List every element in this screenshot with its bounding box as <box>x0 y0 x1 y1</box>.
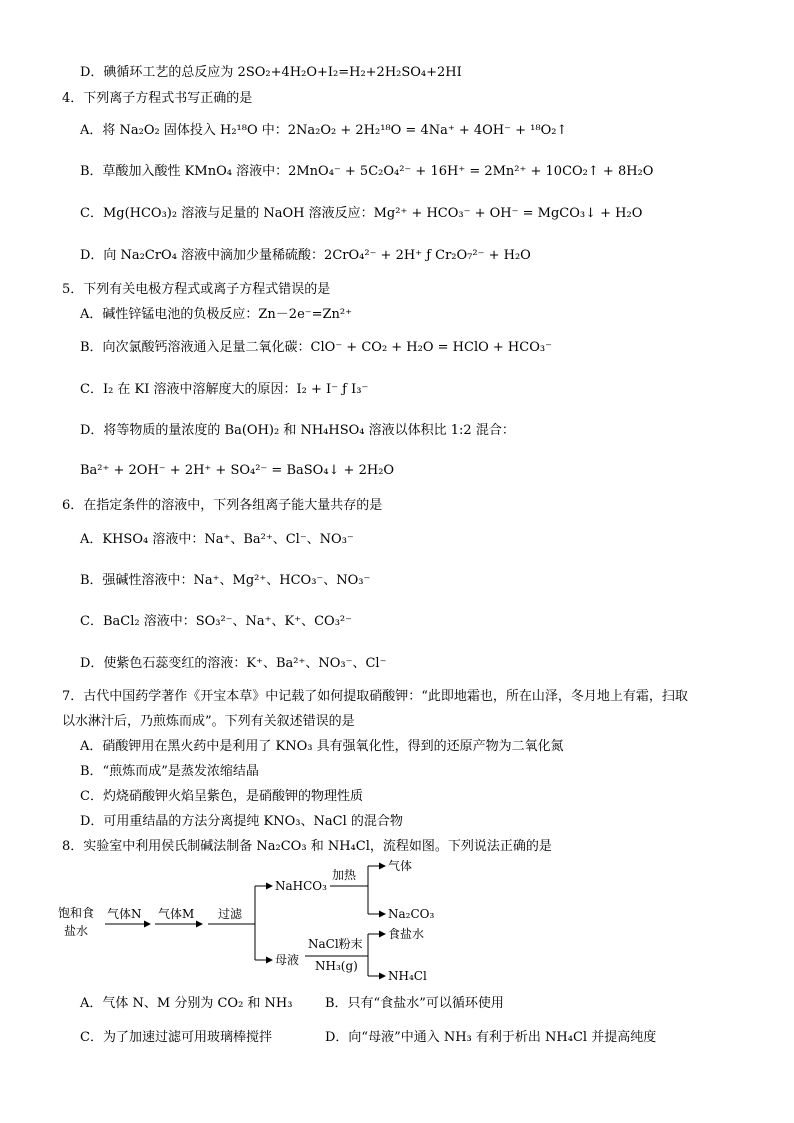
q8-stem: 8．实验室中利用侯氏制碱法制备 Na₂CO₃ 和 NH₄Cl，流程如图。下列说法正确的是 <box>62 839 552 854</box>
q5-option-b: B．向次氯酸钙溶液通入足量二氧化碳：ClO⁻ + CO₂ + H₂O = HClO + HCO₃⁻ <box>80 340 552 355</box>
diag-gas-n: 气体N <box>107 907 142 921</box>
diag-na2co3: Na₂CO₃ <box>388 907 435 921</box>
diag-mother-liquor: 母液 <box>275 953 300 967</box>
diag-nh3: NH₃(g) <box>315 959 358 973</box>
q6-option-a: A．KHSO₄ 溶液中：Na⁺、Ba²⁺、Cl⁻、NO₃⁻ <box>80 532 354 547</box>
diag-gas: 气体 <box>388 859 413 873</box>
diag-nh4cl: NH₄Cl <box>388 969 427 983</box>
q6-option-b: B．强碱性溶液中：Na⁺、Mg²⁺、HCO₃⁻、NO₃⁻ <box>80 573 371 588</box>
q7-stem-line2: 以水淋汁后，乃煎炼而成”。下列有关叙述错误的是 <box>62 714 355 729</box>
q4-option-c: C．Mg(HCO₃)₂ 溶液与足量的 NaOH 溶液反应：Mg²⁺ + HCO₃⁻ + OH⁻ = MgCO₃↓ + H₂O <box>80 206 643 221</box>
diag-nahco3: NaHCO₃ <box>275 879 327 893</box>
q6-option-d: D．使紫色石蕊变红的溶液：K⁺、Ba²⁺、NO₃⁻、Cl⁻ <box>80 656 387 671</box>
q7-stem-line1: 7．古代中国药学著作《开宝本草》中记载了如何提取硝酸钾：“此即地霜也，所在山泽，冬月地上有霜，扫取 <box>62 689 688 704</box>
diag-heat: 加热 <box>332 868 357 882</box>
q6-stem: 6．在指定条件的溶液中，下列各组离子能大量共存的是 <box>62 498 383 513</box>
q3-option-d: D．碘循环工艺的总反应为 2SO₂+4H₂O+I₂=H₂+2H₂SO₄+2HI <box>80 65 462 80</box>
q8-option-b: B．只有“食盐水”可以循环使用 <box>325 996 504 1011</box>
q4-option-a: A．将 Na₂O₂ 固体投入 H₂¹⁸O 中：2Na₂O₂ + 2H₂¹⁸O = 4Na⁺ + 4OH⁻ + ¹⁸O₂↑ <box>80 123 568 138</box>
q5-option-d-equation: Ba²⁺ + 2OH⁻ + 2H⁺ + SO₄²⁻ = BaSO₄↓ + 2H₂O <box>80 463 395 478</box>
q4-option-d: D．向 Na₂CrO₄ 溶液中滴加少量稀硫酸：2CrO₄²⁻ + 2H⁺ ƒ Cr₂O₇²⁻ + H₂O <box>80 248 531 263</box>
diag-brine: 食盐水 <box>388 927 425 941</box>
q8-option-d: D．向“母液”中通入 NH₃ 有利于析出 NH₄Cl 并提高纯度 <box>325 1030 657 1045</box>
q5-option-d: D．将等物质的量浓度的 Ba(OH)₂ 和 NH₄HSO₄ 溶液以体积比 1:2 混合： <box>80 423 515 438</box>
diag-nacl-powder: NaCl粉末 <box>308 937 363 951</box>
diag-filter: 过滤 <box>218 907 243 921</box>
q4-stem: 4．下列离子方程式书写正确的是 <box>62 91 253 106</box>
q8-option-c: C．为了加速过滤可用玻璃棒搅拌 <box>80 1030 272 1045</box>
q4-option-b: B．草酸加入酸性 KMnO₄ 溶液中：2MnO₄⁻ + 5C₂O₄²⁻ + 16H⁺ = 2Mn²⁺ + 10CO₂↑ + 8H₂O <box>80 164 654 179</box>
diag-start-line1: 饱和食 <box>58 906 95 920</box>
q7-option-b: B．“煎炼而成”是蒸发浓缩结晶 <box>80 764 259 779</box>
diag-start-line2: 盐水 <box>64 924 89 938</box>
q5-option-a: A．碱性锌锰电池的负极反应：Zn－2e⁻=Zn²⁺ <box>80 307 352 322</box>
q6-option-c: C．BaCl₂ 溶液中：SO₃²⁻、Na⁺、K⁺、CO₃²⁻ <box>80 614 352 629</box>
q5-option-c: C．I₂ 在 KI 溶液中溶解度大的原因：I₂ + I⁻ ƒ I₃⁻ <box>80 382 369 397</box>
diag-gas-m: 气体M <box>158 907 195 921</box>
q7-option-d: D．可用重结晶的方法分离提纯 KNO₃、NaCl 的混合物 <box>80 814 403 829</box>
q5-stem: 5．下列有关电极方程式或离子方程式错误的是 <box>62 282 331 297</box>
q7-option-a: A．硝酸钾用在黑火药中是利用了 KNO₃ 具有强氧化性，得到的还原产物为二氧化氮 <box>80 739 564 754</box>
q7-option-c: C．灼烧硝酸钾火焰呈紫色，是硝酸钾的物理性质 <box>80 789 363 804</box>
q8-flow-diagram <box>50 852 490 987</box>
q8-option-a: A．气体 N、M 分别为 CO₂ 和 NH₃ <box>80 996 293 1011</box>
